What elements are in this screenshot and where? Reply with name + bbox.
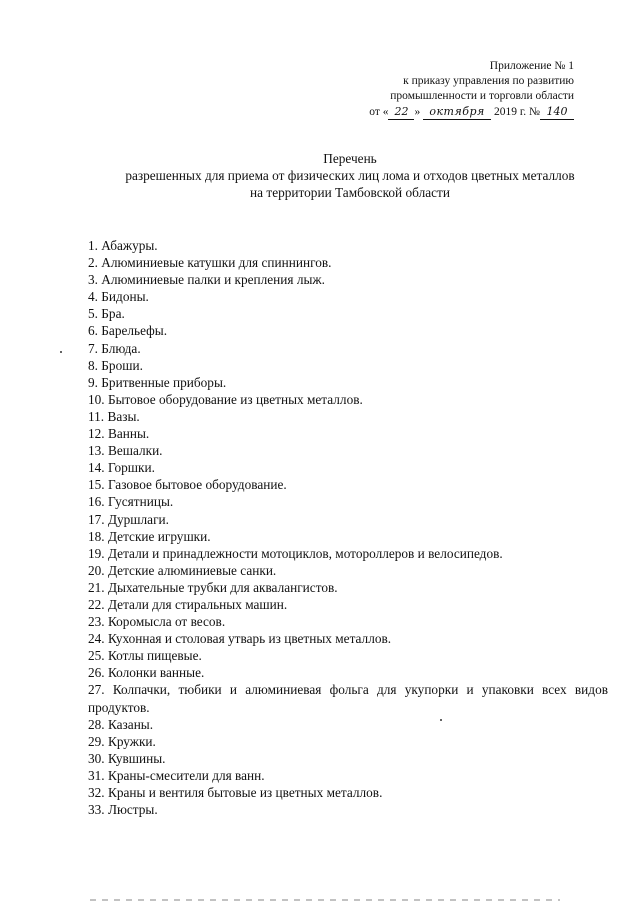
list-item: 33. Люстры. (88, 802, 158, 818)
appendix-number: Приложение № 1 (489, 60, 574, 72)
scan-speck (440, 719, 442, 721)
list-item: 14. Горшки. (88, 460, 155, 476)
list-item: 26. Колонки ванные. (88, 665, 205, 681)
list-item: 23. Коромысла от весов. (88, 614, 226, 630)
date-year: 2019 г. № (493, 106, 540, 118)
scan-speck (60, 351, 62, 353)
order-number: 140 (540, 104, 574, 120)
title-line-3: на территории Тамбовской области (250, 185, 450, 200)
list-item: 17. Дуршлаги. (88, 511, 169, 527)
appendix-header (314, 59, 574, 120)
items-list (88, 237, 608, 818)
list-item: 22. Детали для стиральных машин. (88, 596, 288, 612)
list-item: 18. Детские игрушки. (88, 528, 211, 544)
list-item: 9. Бритвенные приборы. (88, 374, 227, 390)
list-item: 32. Краны и вентиля бытовые из цветных металлов. (88, 785, 383, 800)
list-item: 27. Колпачки, тюбики и алюминиевая фольга для укупорки и упаковки всех видов продуктов. (88, 682, 608, 715)
date-mid: » (414, 106, 421, 118)
date-day: 22 (388, 104, 414, 120)
list-item: 1. Абажуры. (88, 238, 158, 253)
date-prefix: от « (369, 106, 389, 118)
list-item: 11. Вазы. (88, 408, 140, 424)
list-item: 6. Барельефы. (88, 323, 168, 339)
list-item: 5. Бра. (88, 306, 125, 322)
title-line-2: разрешенных для приема от физических лиц лома и отходов цветных металлов (125, 168, 575, 183)
list-item: 25. Котлы пищевые. (88, 648, 202, 664)
list-item: 21. Дыхательные трубки для аквалангистов. (88, 579, 338, 595)
appendix-order-ref: к приказу управления по развитию (403, 75, 574, 87)
list-item: 28. Казаны. (88, 716, 154, 732)
list-item: 3. Алюминиевые палки и крепления лыж. (88, 272, 325, 288)
list-item: 19. Детали и принадлежности мотоциклов, мотороллеров и велосипедов. (88, 545, 503, 561)
list-item: 16. Гусятницы. (88, 494, 174, 510)
title-line-1: Перечень (323, 151, 377, 166)
list-item: 31. Краны-смесители для ванн. (88, 767, 265, 783)
list-item: 24. Кухонная и столовая утварь из цветных металлов. (88, 631, 392, 647)
list-item: 7. Блюда. (88, 340, 141, 356)
list-item: 10. Бытовое оборудование из цветных металлов. (88, 391, 363, 407)
list-item: 2. Алюминиевые катушки для спиннингов. (88, 255, 332, 271)
list-item: 8. Броши. (88, 357, 143, 373)
list-item: 13. Вешалки. (88, 443, 163, 459)
appendix-department: промышленности и торговли области (390, 90, 574, 102)
appendix-date-line (314, 104, 574, 120)
scan-edge-marks (90, 899, 560, 901)
list-item: 4. Бидоны. (88, 289, 149, 305)
list-item: 20. Детские алюминиевые санки. (88, 562, 277, 578)
list-item: 29. Кружки. (88, 733, 156, 749)
document-title (60, 150, 640, 201)
list-item: 30. Кувшины. (88, 750, 166, 766)
list-item: 12. Ванны. (88, 426, 150, 442)
list-item: 15. Газовое бытовое оборудование. (88, 477, 287, 493)
date-month: октября (423, 104, 491, 120)
